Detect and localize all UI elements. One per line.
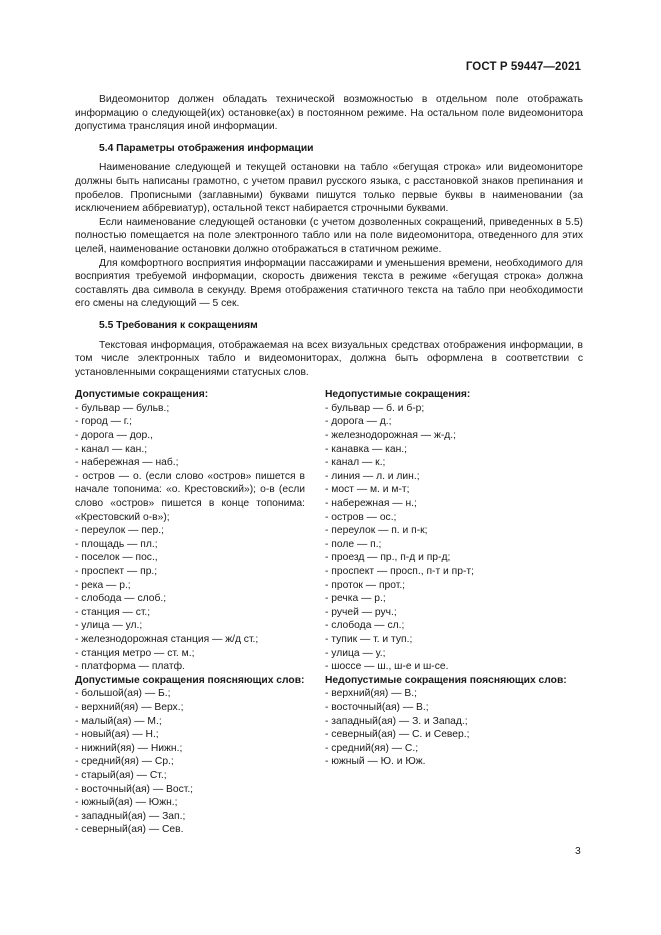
list-item: - восточный(ая) — В.; — [325, 701, 429, 713]
document-body — [75, 93, 583, 837]
list-item: - канавка — кан.; — [325, 443, 407, 455]
list-item: - дорога — дор., — [75, 430, 153, 442]
intro-paragraph: Видеомонитор должен обладать технической возможностью в отдельном поле отображать информацию о следующей(их) остановке(ах) в постоянном режиме. На остальном поле видеомонитора допустима трансляция иной информации. — [75, 94, 583, 133]
list-item: - остров — о. (если слово «остров» пишется в начале топонима: «о. Крестовский»); о-в (если слово «остров» пишется в конце топонима: «Крестовский о-в»); — [75, 470, 305, 523]
list-item: - западный(ая) — З. и Запад.; — [325, 715, 468, 727]
allowed-abbreviations-column — [75, 388, 305, 837]
list-item: - канал — кан.; — [75, 443, 148, 455]
list-item: - нижний(яя) — Нижн.; — [75, 742, 183, 754]
list-item: - южный(ая) — Южн.; — [75, 797, 178, 809]
list-item: - мост — м. и м-т; — [325, 484, 410, 496]
list-item: - линия — л. и лин.; — [325, 470, 420, 482]
list-item: - набережная — наб.; — [75, 457, 179, 469]
list-item: - станция метро — ст. м.; — [75, 647, 195, 659]
list-item: - большой(ая) — Б.; — [75, 688, 171, 700]
list-item: - улица — ул.; — [75, 620, 143, 632]
list-item: - платформа — платф. — [75, 661, 185, 673]
list-item: - город — г.; — [75, 416, 133, 428]
list-item: - западный(ая) — Зап.; — [75, 810, 186, 822]
list-item: - северный(ая) — Сев. — [75, 824, 184, 836]
list-item: - улица — у.; — [325, 647, 386, 659]
list-item: - слобода — слоб.; — [75, 593, 167, 605]
section-5-5-paragraph: Текстовая информация, отображаемая на всех визуальных средствах отображения информации, в том числе электронных табло и видеомониторах, должна быть оформлена в соответствии с установленными сокращениями статусных слов. — [75, 339, 583, 378]
list-item: - ручей — руч.; — [325, 606, 397, 618]
section-5-5-title: 5.5 Требования к сокращениям — [99, 319, 258, 331]
list-item: - шоссе — ш., ш-е и ш-се. — [325, 661, 449, 673]
list-item: - проспект — пр.; — [75, 566, 158, 577]
document-code: ГОСТ Р 59447—2021 — [465, 61, 581, 73]
list-item: - южный — Ю. и Юж. — [325, 756, 426, 768]
section-5-4-paragraph: Наименование следующей и текущей остановки на табло «бегущая строка» или видеомониторе должны быть написаны грамотно, с учетом правил русского языка, с расстановкой знаков препинания и пробелов. Прописными (заглавными) буквами пишутся только первые буквы в наименовании (за исключением аббревиатур), остальной текст набирается строчными буквами. — [75, 162, 583, 215]
list-item: - новый(ая) — Н.; — [75, 729, 159, 741]
disallowed-abbreviations-title: Недопустимые сокращения: — [325, 389, 471, 401]
allowed-explanatory-abbreviations-title: Допустимые сокращения поясняющих слов: — [75, 674, 305, 686]
list-item: - поселок — пос., — [75, 552, 158, 564]
section-5-4-paragraph: Для комфортного восприятия информации пассажирами и уменьшения времени, необходимого для восприятия требуемой информации, скорость движения текста в режиме «бегущая строка» должна составлять два символа в секунду. Время отображения статичного текста на табло при необходимости его смены на следующий — 5 сек. — [75, 257, 583, 310]
list-item: - старый(ая) — Ст.; — [75, 769, 167, 781]
list-item: - переулок — п. и п-к; — [325, 525, 428, 537]
list-item: - проспект — просп., п-т и пр-т; — [325, 566, 474, 577]
list-item: - канал — к.; — [325, 457, 386, 469]
section-5-4-title: 5.4 Параметры отображения информации — [99, 142, 314, 154]
list-item: - железнодорожная станция — ж/д ст.; — [75, 633, 259, 645]
list-item: - верхний(яя) — В.; — [325, 688, 417, 700]
list-item: - проезд — пр., п-д и пр-д; — [325, 552, 451, 564]
page-number: 3 — [575, 846, 581, 857]
list-item: - набережная — н.; — [325, 498, 417, 510]
list-item: - переулок — пер.; — [75, 525, 164, 537]
list-item: - площадь — пл.; — [75, 538, 158, 550]
list-item: - малый(ая) — М.; — [75, 715, 162, 727]
list-item: - дорога — д.; — [325, 416, 392, 428]
section-5-4-paragraph: Если наименование следующей остановки (с учетом дозволенных сокращений, приведенных в 5.5) полностью помещается на поле электронного табло или на поле видеомонитора, отведенного для этих целей, наименование остановки должно отображаться в статичном режиме. — [75, 216, 583, 255]
list-item: - верхний(яя) — Верх.; — [75, 701, 184, 713]
list-item: - бульвар — бульв.; — [75, 402, 170, 414]
list-item: - слобода — сл.; — [325, 620, 405, 632]
list-item: - речка — р.; — [325, 593, 386, 605]
list-item: - река — р.; — [75, 579, 131, 591]
list-item: - бульвар — б. и б-р; — [325, 402, 425, 414]
list-item: - северный(ая) — С. и Север.; — [325, 729, 470, 741]
list-item: - станция — ст.; — [75, 606, 151, 618]
list-item: - тупик — т. и туп.; — [325, 633, 413, 645]
allowed-abbreviations-title: Допустимые сокращения: — [75, 389, 209, 401]
list-item: - средний(яя) — С.; — [325, 742, 419, 754]
list-item: - железнодорожная — ж-д.; — [325, 430, 456, 442]
list-item: - остров — ос.; — [325, 511, 397, 523]
disallowed-explanatory-abbreviations-title: Недопустимые сокращения поясняющих слов: — [325, 674, 567, 686]
list-item: - проток — прот.; — [325, 579, 406, 591]
disallowed-abbreviations-column — [325, 388, 583, 837]
list-item: - восточный(ая) — Вост.; — [75, 783, 194, 795]
list-item: - поле — п.; — [325, 538, 382, 550]
list-item: - средний(яя) — Ср.; — [75, 756, 174, 768]
abbreviation-columns — [75, 388, 583, 837]
